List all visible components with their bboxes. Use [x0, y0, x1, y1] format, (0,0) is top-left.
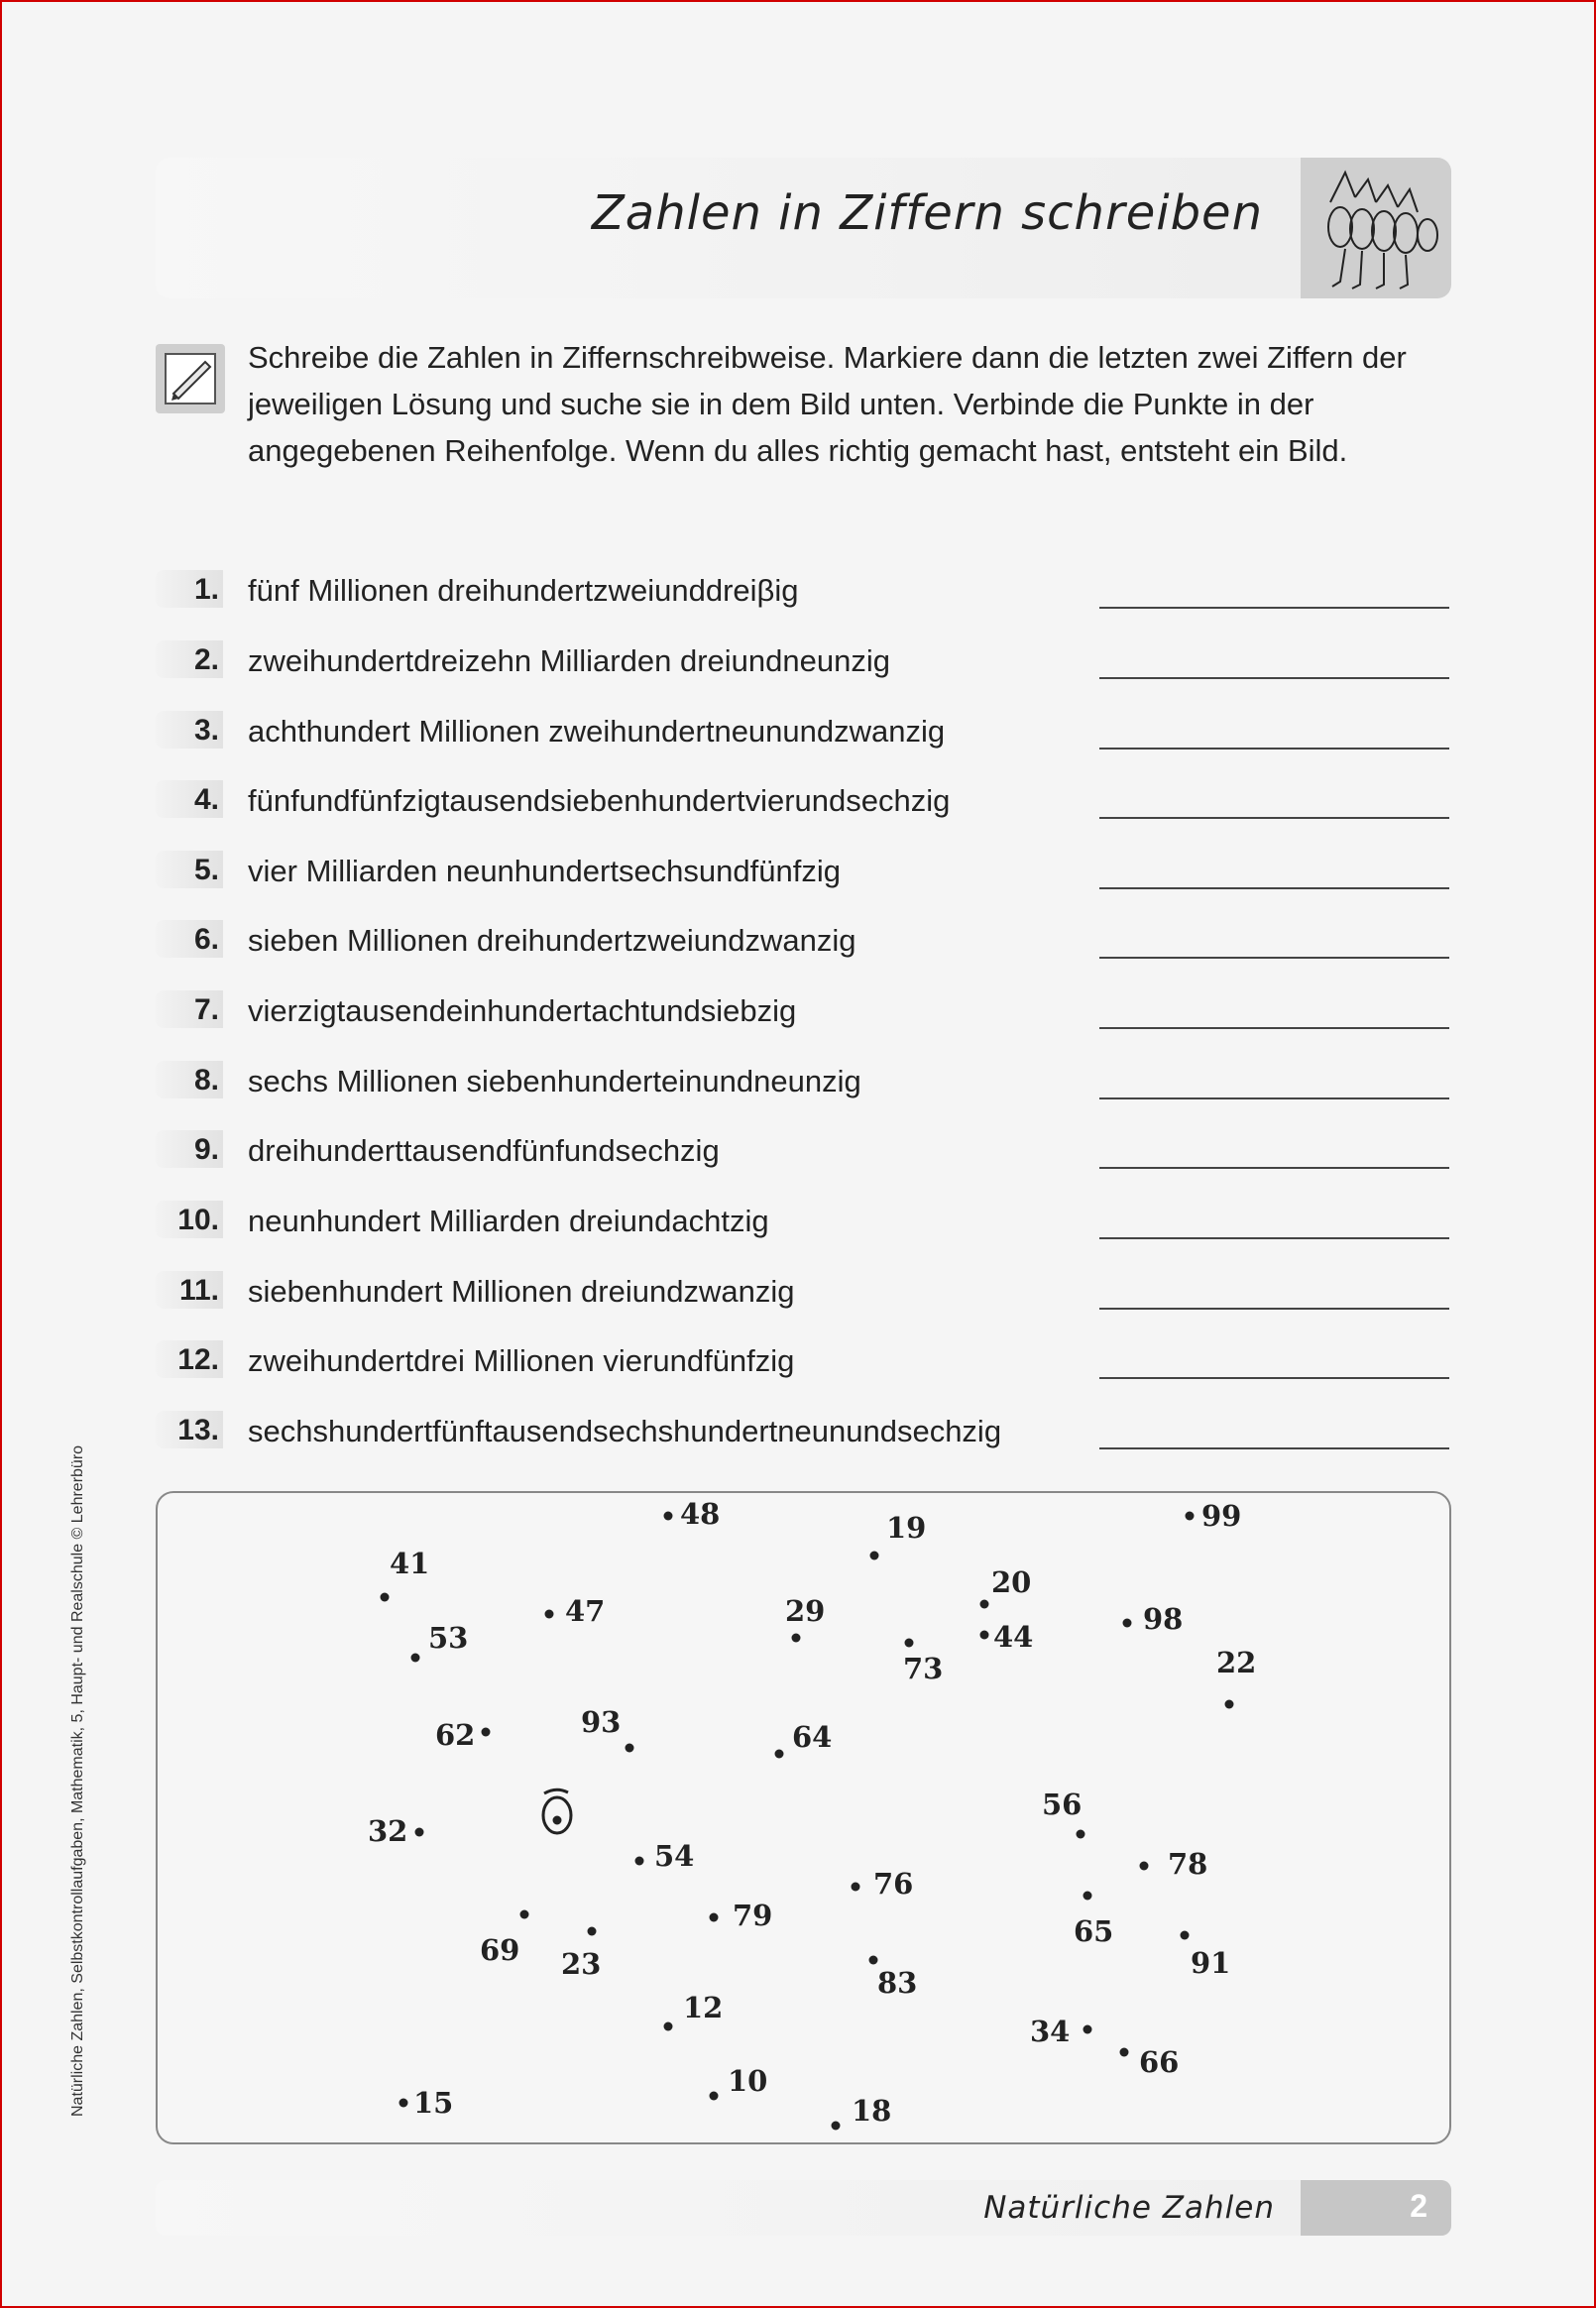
dot-label: 44	[993, 1620, 1034, 1654]
task-row	[156, 780, 1449, 820]
task-number-box	[156, 1340, 223, 1378]
task-number: 10.	[177, 1204, 219, 1236]
instructions-text: Schreibe die Zahlen in Ziffernschreibweise. Markiere dann die letzten zwei Ziffern der jeweiligen Lösung und suche sie in dem Bild unten. Verbinde die Punkte in der angegebenen Reihenfolge. Wenn du alles richtig gemacht hast, entsteht ein Bild.	[248, 340, 1407, 468]
dot-label: 79	[733, 1899, 773, 1932]
task-number: 4.	[193, 783, 219, 816]
task-row	[156, 1130, 1449, 1170]
eye-icon	[543, 1789, 571, 1833]
dot-point[interactable]	[581, 1705, 634, 1753]
dot-point[interactable]	[480, 1910, 529, 1968]
dot-point[interactable]	[368, 1814, 424, 1848]
dot-label: 19	[886, 1511, 927, 1545]
dot-point[interactable]	[1074, 1892, 1113, 1949]
dot-label: 66	[1139, 2045, 1180, 2079]
pencil-writing-icon	[156, 344, 225, 413]
dot-point[interactable]	[381, 1547, 430, 1602]
dot-point[interactable]	[1186, 1499, 1242, 1533]
task-number: 9.	[193, 1133, 219, 1166]
dot-point[interactable]	[1030, 2015, 1092, 2048]
task-row	[156, 1061, 1449, 1100]
footer-section-title: Natürliche Zahlen	[983, 2190, 1275, 2226]
connect-the-dots-box	[156, 1491, 1451, 2144]
dot-puzzle[interactable]	[158, 1493, 1449, 2142]
dot-point[interactable]	[869, 1956, 918, 2001]
dot-label: 20	[991, 1565, 1032, 1599]
figures-illustration-icon	[1301, 158, 1451, 298]
task-text: neunhundert Milliarden dreiundachtzig	[248, 1204, 769, 1238]
task-row	[156, 1201, 1449, 1240]
answer-line[interactable]	[1099, 677, 1449, 679]
task-number-box	[156, 640, 223, 678]
dot-point[interactable]	[903, 1639, 943, 1686]
title-illustration	[1301, 158, 1451, 298]
dot-label: 48	[680, 1497, 721, 1531]
task-number: 11.	[178, 1274, 219, 1307]
answer-line[interactable]	[1099, 748, 1449, 750]
dot-point[interactable]	[1181, 1931, 1231, 1981]
dot-label: 93	[581, 1705, 622, 1739]
dot-label: 47	[565, 1594, 606, 1628]
answer-line[interactable]	[1099, 887, 1449, 889]
dot-point[interactable]	[435, 1718, 491, 1752]
task-text: sechshundertfünftausendsechshundertneunundsechzig	[248, 1414, 1002, 1448]
dot-label: 98	[1143, 1602, 1184, 1636]
dot-label: 83	[877, 1966, 918, 2000]
task-row	[156, 1411, 1449, 1450]
task-number: 1.	[193, 573, 219, 606]
dot-point[interactable]	[852, 1867, 914, 1901]
dot-point[interactable]	[561, 1927, 601, 1982]
task-row	[156, 711, 1449, 750]
dot-label: 29	[785, 1594, 826, 1628]
task-text: achthundert Millionen zweihundertneunundzwanzig	[248, 714, 946, 749]
dot-label: 53	[428, 1621, 469, 1655]
dot-point[interactable]	[1216, 1646, 1256, 1709]
copyright-side-text: Natürliche Zahlen, Selbstkontrollaufgaben, Mathematik, 5, Haupt- und Realschule © Lehrerbüro	[69, 1444, 86, 2117]
dot-point[interactable]	[664, 1497, 721, 1531]
dot-label: 69	[480, 1933, 520, 1967]
task-text: zweihundertdrei Millionen vierundfünfzig	[248, 1343, 795, 1378]
task-number-box	[156, 920, 223, 958]
task-number-box	[156, 1061, 223, 1098]
page-number-box	[1301, 2180, 1451, 2236]
task-number-box	[156, 1271, 223, 1309]
task-row	[156, 990, 1449, 1030]
title-bar	[156, 158, 1451, 298]
dot-label: 65	[1074, 1914, 1114, 1948]
dot-point[interactable]	[411, 1621, 469, 1663]
dot-point[interactable]	[980, 1565, 1032, 1609]
dot-label: 22	[1216, 1646, 1257, 1679]
task-number: 7.	[193, 993, 219, 1026]
dot-label: 56	[1042, 1788, 1083, 1821]
dot-point[interactable]	[399, 2086, 454, 2120]
task-number: 8.	[193, 1064, 219, 1096]
task-number-box	[156, 851, 223, 888]
dot-label: 23	[561, 1947, 602, 1981]
dot-point[interactable]	[775, 1720, 833, 1759]
task-text: zweihundertdreizehn Milliarden dreiundneunzig	[248, 643, 890, 678]
dot-point[interactable]	[710, 1899, 773, 1932]
task-text: dreihunderttausendfünfundsechzig	[248, 1133, 720, 1168]
dot-label: 41	[390, 1547, 430, 1580]
task-number: 3.	[193, 714, 219, 747]
task-number-box	[156, 1411, 223, 1448]
dot-point[interactable]	[710, 2064, 768, 2101]
task-number-box	[156, 990, 223, 1028]
task-number-box	[156, 1130, 223, 1168]
dot-label: 32	[368, 1814, 408, 1848]
dot-label: 54	[654, 1839, 695, 1873]
answer-line[interactable]	[1099, 1167, 1449, 1169]
task-row	[156, 1271, 1449, 1311]
task-text: siebenhundert Millionen dreiundzwanzig	[248, 1274, 795, 1309]
page-title: Zahlen in Ziffern schreiben	[591, 185, 1263, 241]
dot-label: 76	[873, 1867, 914, 1901]
task-row	[156, 851, 1449, 890]
answer-line[interactable]	[1099, 957, 1449, 959]
dot-label: 91	[1191, 1946, 1231, 1980]
dot-point[interactable]	[545, 1594, 606, 1628]
dot-label: 62	[435, 1718, 476, 1752]
task-text: sechs Millionen siebenhunderteinundneunzig	[248, 1064, 861, 1098]
dot-label: 12	[683, 1991, 724, 2024]
dot-point[interactable]	[832, 2094, 892, 2131]
task-text: fünf Millionen dreihundertzweiunddreiβig	[248, 573, 799, 608]
task-number-box	[156, 1201, 223, 1238]
answer-line[interactable]	[1099, 1447, 1449, 1449]
dot-label: 73	[903, 1652, 944, 1685]
dot-point[interactable]	[1123, 1602, 1184, 1636]
answer-line[interactable]	[1099, 1027, 1449, 1029]
answer-line[interactable]	[1099, 1377, 1449, 1379]
answer-line[interactable]	[1099, 1097, 1449, 1099]
dot-point[interactable]	[980, 1620, 1034, 1654]
answer-line[interactable]	[1099, 607, 1449, 609]
task-number-box	[156, 780, 223, 818]
dot-point[interactable]	[870, 1511, 927, 1560]
task-row	[156, 570, 1449, 610]
task-number-box	[156, 570, 223, 608]
answer-line[interactable]	[1099, 1308, 1449, 1310]
task-number: 6.	[193, 923, 219, 956]
dot-point[interactable]	[785, 1594, 825, 1643]
page-number: 2	[1410, 2188, 1427, 2224]
task-row	[156, 1340, 1449, 1380]
dot-label: 64	[792, 1720, 833, 1754]
task-number: 12.	[177, 1343, 219, 1376]
dot-point[interactable]	[1140, 1847, 1208, 1881]
task-number: 13.	[177, 1414, 219, 1446]
dot-label: 18	[852, 2094, 892, 2128]
task-number: 2.	[193, 643, 219, 676]
task-number-box	[156, 711, 223, 749]
task-row	[156, 920, 1449, 960]
task-row	[156, 640, 1449, 680]
dot-point[interactable]	[635, 1839, 695, 1873]
task-text: sieben Millionen dreihundertzweiundzwanzig	[248, 923, 856, 958]
dot-label: 15	[413, 2086, 454, 2120]
dot-label: 34	[1030, 2015, 1071, 2048]
dot-label: 99	[1201, 1499, 1242, 1533]
dot-point[interactable]	[1042, 1788, 1085, 1839]
task-number: 5.	[193, 854, 219, 886]
task-text: fünfundfünfzigtausendsiebenhundertvierundsechzig	[248, 783, 951, 818]
footer-bar	[156, 2180, 1451, 2236]
dot-point[interactable]	[1120, 2045, 1180, 2079]
answer-line[interactable]	[1099, 1237, 1449, 1239]
task-text: vier Milliarden neunhundertsechsundfünfzig	[248, 854, 841, 888]
task-text: vierzigtausendeinhundertachtundsiebzig	[248, 993, 797, 1028]
dot-label: 10	[728, 2064, 768, 2098]
answer-line[interactable]	[1099, 817, 1449, 819]
dot-point[interactable]	[664, 1991, 724, 2031]
dot-label: 78	[1168, 1847, 1208, 1881]
